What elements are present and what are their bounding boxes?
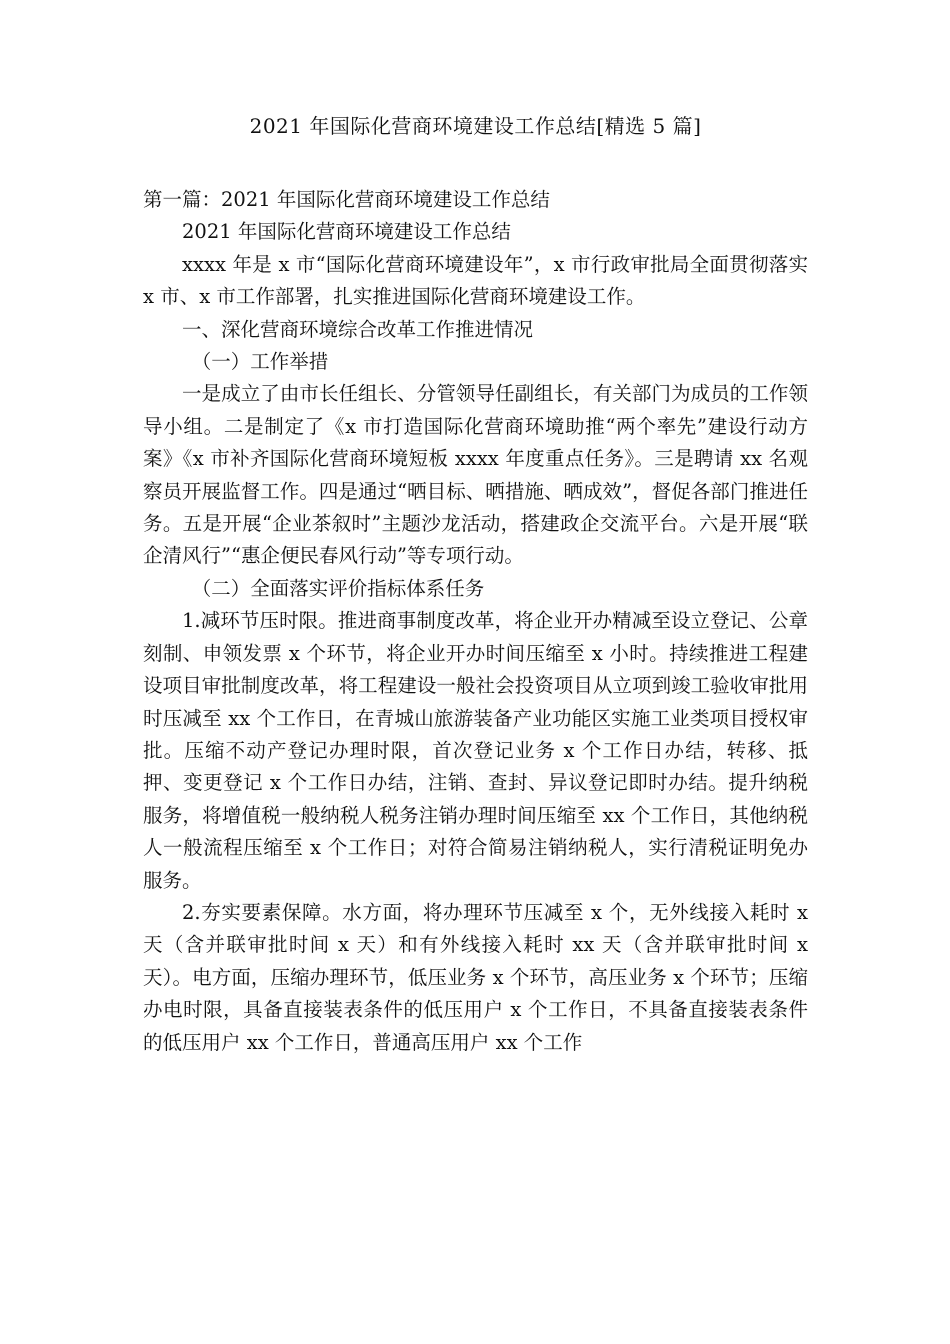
body-paragraph: 一是成立了由市长任组长、分管领导任副组长，有关部门为成员的工作领导小组。二是制定了《x 市打造国际化营商环境助推“两个率先”建设行动方案》《x 市补齐国际化营商环境短板 xxxx 年度重点任务》。三是聘请 xx 名观察员开展监督工作。四是通过“晒目标、晒措施、晒成效”，督促各部门推进任务。五是开展“企业茶叙时”主题沙龙活动，搭建政企交流平台。六是开展“联企清风行”“惠企便民春风行动”等专项行动。 [143, 382, 808, 568]
subsection-heading-2: （二）全面落实评价指标体系任务 [191, 576, 485, 600]
document-page [143, 110, 808, 1059]
document-title: 2021 年国际化营商环境建设工作总结[精选 5 篇] [249, 114, 702, 138]
sub-title: 2021 年国际化营商环境建设工作总结 [182, 220, 511, 244]
section-heading-1: 一、深化营商环境综合改革工作推进情况 [182, 317, 534, 341]
body-paragraph: 1.减环节压时限。推进商事制度改革，将企业开办精减至设立登记、公章刻制、申领发票 x 个环节，将企业开办时间压缩至 x 小时。持续推进工程建设项目审批制度改革，将工程建设一般社会投资项目从立项到竣工验收审批用时压减至 xx 个工作日，在青城山旅游装备产业功能区实施工业类项目授权审批。压缩不动产登记办理时限，首次登记业务 x 个工作日办结，转移、抵押、变更登记 x 个工作日办结，注销、查封、异议登记即时办结。提升纳税服务，将增值税一般纳税人税务注销办理时间压缩至 xx 个工作日，其他纳税人一般流程压缩至 x 个工作日；对符合简易注销纳税人，实行清税证明免办服务。 [143, 609, 808, 892]
subsection-heading-1: （一）工作举措 [191, 350, 329, 374]
intro-paragraph: xxxx 年是 x 市“国际化营商环境建设年”，x 市行政审批局全面贯彻落实 x 市、x 市工作部署，扎实推进国际化营商环境建设工作。 [143, 252, 808, 309]
section-heading-part-one: 第一篇：2021 年国际化营商环境建设工作总结 [143, 188, 550, 211]
body-paragraph: 2.夯实要素保障。水方面，将办理环节压减至 x 个，无外线接入耗时 x 天（含并联审批时间 x 天）和有外线接入耗时 xx 天（含并联审批时间 x 天）。电方面，压缩办理环节，低压业务 x 个环节，高压业务 x 个环节；压缩办电时限，具备直接装表条件的低压用户 x 个工作日，不具备直接装表条件的低压用户 xx 个工作日，普通高压用户 xx 个工作 [143, 900, 808, 1054]
